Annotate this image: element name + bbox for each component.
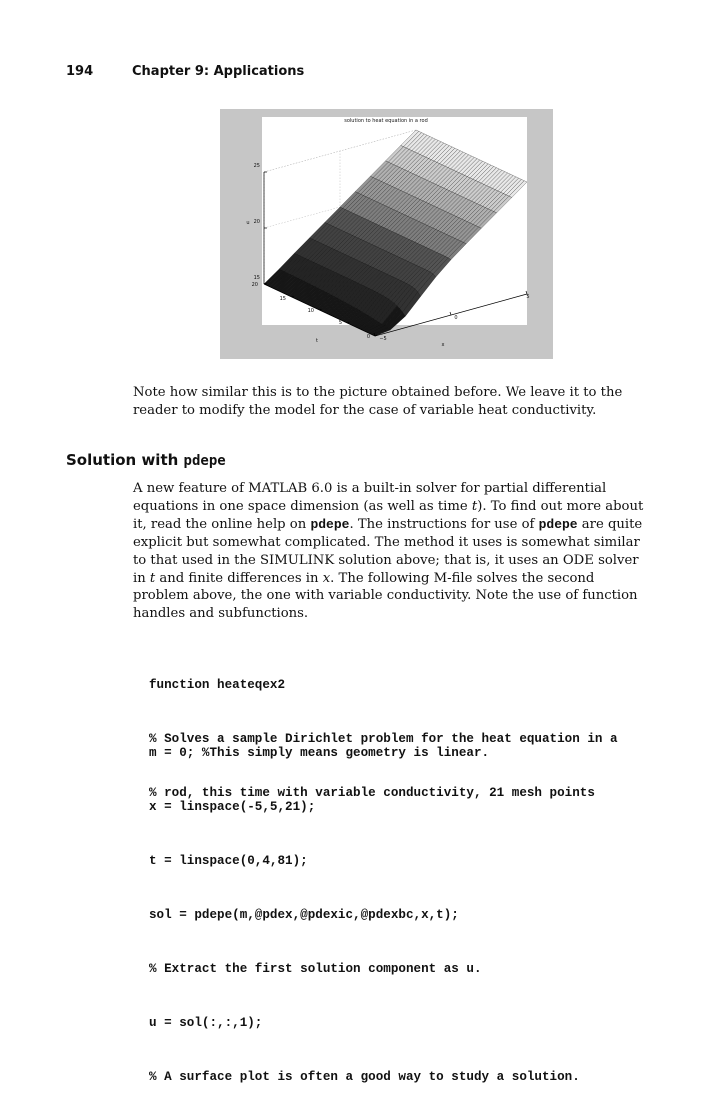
section-heading-text: Solution with bbox=[66, 451, 184, 469]
inline-code: pdepe bbox=[310, 516, 350, 532]
text-line: Note how similar this is to the picture obtained before. We leave it to the bbox=[133, 385, 623, 400]
code-line: sol = pdepe(m,@pdex,@pdexic,@pdexbc,x,t); bbox=[149, 908, 459, 922]
z-axis-label: u bbox=[246, 220, 250, 226]
z-tick-label: 20 bbox=[253, 219, 260, 225]
code-line: u = sol(:,:,1); bbox=[149, 1016, 263, 1030]
t-tick-label: 20 bbox=[251, 282, 258, 288]
page-number: 194 bbox=[66, 64, 94, 79]
x-tick-label: 0 bbox=[454, 315, 458, 321]
text-line: equations in one space dimension (as well as time t). To find out more about bbox=[133, 498, 644, 514]
plot-title: solution to heat equation in a rod bbox=[344, 118, 428, 124]
surface-plot bbox=[220, 109, 553, 359]
z-tick-label: 25 bbox=[253, 163, 260, 169]
t-tick-label: 5 bbox=[338, 320, 342, 326]
code-line: % Solves a sample Dirichlet problem for the heat equation in a bbox=[149, 732, 618, 746]
text-line: A new feature of MATLAB 6.0 is a built-in solver for partial differential bbox=[133, 481, 607, 496]
text-line: it, read the online help on pdepe. The instructions for use of pdepe are quite bbox=[133, 516, 643, 532]
text-line: handles and subfunctions. bbox=[133, 606, 309, 622]
section-heading bbox=[66, 451, 226, 469]
z-tick-label: 15 bbox=[253, 275, 260, 281]
text-line: to that used in the SIMULINK solution above; that is, it uses an ODE solver bbox=[133, 552, 639, 568]
text-line: reader to modify the model for the case of variable heat conductivity. bbox=[133, 403, 597, 418]
text-line: problem above, the one with variable conductivity. Note the use of function bbox=[133, 588, 638, 604]
code-line: % A surface plot is often a good way to study a solution. bbox=[149, 1070, 580, 1084]
paragraph-pdepe bbox=[133, 480, 645, 623]
paragraph-similarity bbox=[133, 384, 645, 420]
text-line: in t and finite differences in x. The following M-file solves the second bbox=[133, 570, 595, 586]
t-tick-label: 15 bbox=[279, 296, 286, 302]
chapter-title: Chapter 9: Applications bbox=[132, 64, 305, 79]
code-line: m = 0; %This simply means geometry is linear. bbox=[149, 746, 490, 760]
x-tick-label: −5 bbox=[379, 336, 387, 342]
code-line: t = linspace(0,4,81); bbox=[149, 854, 308, 868]
section-heading-code: pdepe bbox=[183, 453, 226, 469]
inline-code: pdepe bbox=[538, 516, 578, 532]
code-line: x = linspace(-5,5,21); bbox=[149, 800, 316, 814]
code-line: % Extract the first solution component as u. bbox=[149, 962, 482, 976]
x-tick-label: 5 bbox=[526, 294, 530, 300]
code-block-body bbox=[149, 708, 580, 1104]
text-line: explicit but somewhat complicated. The method it uses is somewhat similar bbox=[133, 534, 640, 550]
x-axis-label: x bbox=[441, 342, 445, 348]
code-line: function heateqex2 bbox=[149, 678, 286, 692]
t-tick-label: 0 bbox=[366, 334, 370, 340]
t-axis-label: t bbox=[316, 338, 318, 344]
t-tick-label: 10 bbox=[307, 308, 314, 314]
surface-plot-figure bbox=[220, 109, 553, 359]
code-line: % rod, this time with variable conductivity, 21 mesh points bbox=[149, 786, 595, 800]
